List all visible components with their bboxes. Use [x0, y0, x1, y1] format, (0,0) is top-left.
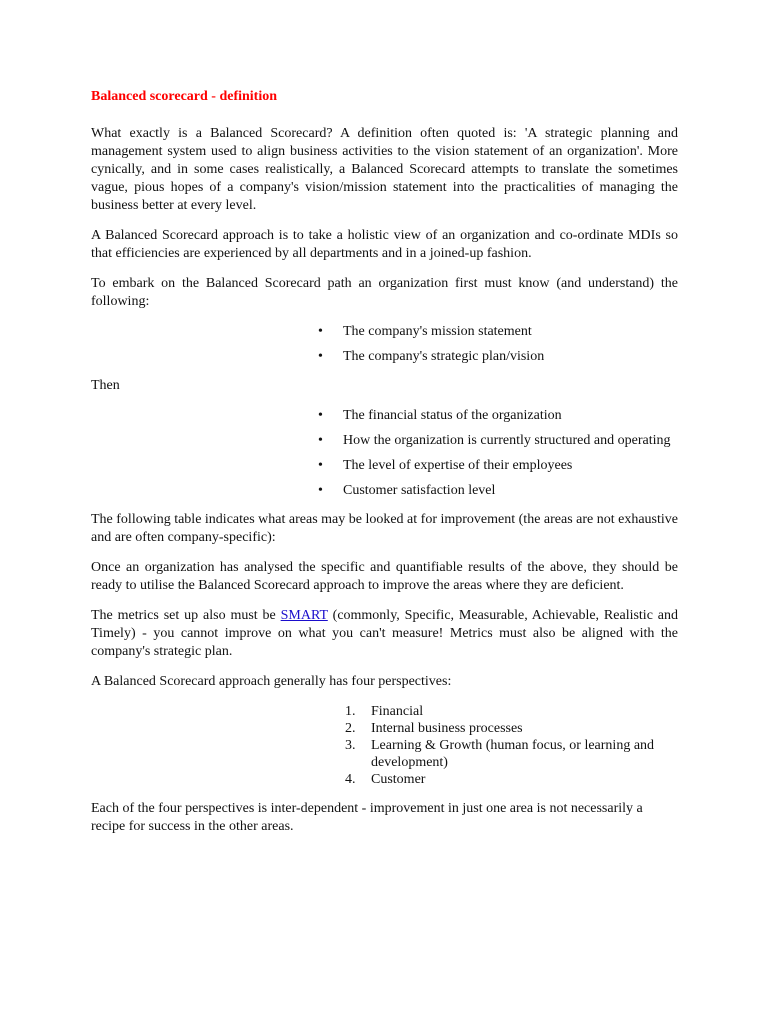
bullet-icon: • [318, 324, 323, 339]
smart-link[interactable]: SMART [280, 608, 328, 623]
paragraph-smart-metrics: The metrics set up also must be SMART (commonly, Specific, Measurable, Achievable, Realistic and Timely) - you cannot improve on what you can't measure! Metrics must also be aligned with the company's strategic plan. [91, 608, 678, 659]
document-body [91, 88, 678, 848]
list-item: 4. Customer [345, 772, 426, 787]
list-item: • The company's mission statement [318, 324, 532, 339]
page-title: Balanced scorecard - definition [91, 89, 278, 104]
paragraph-perspectives-intro: A Balanced Scorecard approach generally has four perspectives: [91, 674, 452, 689]
bullet-icon: • [318, 433, 323, 448]
list-item: • The financial status of the organization [318, 408, 562, 423]
paragraph-then: Then [91, 378, 120, 393]
paragraph-table-intro: The following table indicates what areas may be looked at for improvement (the areas are not exhaustive and are often company-specific): [91, 512, 679, 545]
paragraph-analysis: Once an organization has analysed the specific and quantifiable results of the above, they should be ready to utilise the Balanced Scorecard approach to improve the areas where they are deficient. [91, 560, 678, 593]
assessment-list [91, 407, 678, 499]
list-item: • Customer satisfaction level [318, 483, 496, 498]
perspectives-list [91, 703, 678, 788]
list-item: 3. Learning & Growth (human focus, or learning and development) [345, 738, 655, 770]
paragraph-definition: What exactly is a Balanced Scorecard? A definition often quoted is: 'A strategic planning and management system used to align business activities to the vision statement of an organization'. More cynically, and in some cases realistically, a Balanced Scorecard attempts to translate the sometimes vague, pious hopes of a company's vision/mission statement into the practicalities of managing the business better at every level. [91, 126, 678, 213]
bullet-icon: • [318, 408, 323, 423]
paragraph-interdependence: Each of the four perspectives is inter-dependent - improvement in just one area is not necessarily a recipe for success in the other areas. [91, 801, 643, 834]
list-item: • The company's strategic plan/vision [318, 349, 545, 364]
paragraph-holistic-view: A Balanced Scorecard approach is to take a holistic view of an organization and co-ordinate MDIs so that efficiencies are experienced by all departments and in a joined-up fashion. [91, 228, 678, 261]
bullet-icon: • [318, 349, 323, 364]
list-item: • How the organization is currently structured and operating [318, 433, 671, 448]
list-item: • The level of expertise of their employees [318, 458, 573, 473]
list-item: 1. Financial [345, 704, 424, 719]
bullet-icon: • [318, 458, 323, 473]
paragraph-prerequisites: To embark on the Balanced Scorecard path an organization first must know (and understand) the following: [91, 276, 678, 309]
list-item: 2. Internal business processes [345, 721, 523, 736]
bullet-icon: • [318, 483, 323, 498]
prerequisite-list [91, 323, 678, 365]
